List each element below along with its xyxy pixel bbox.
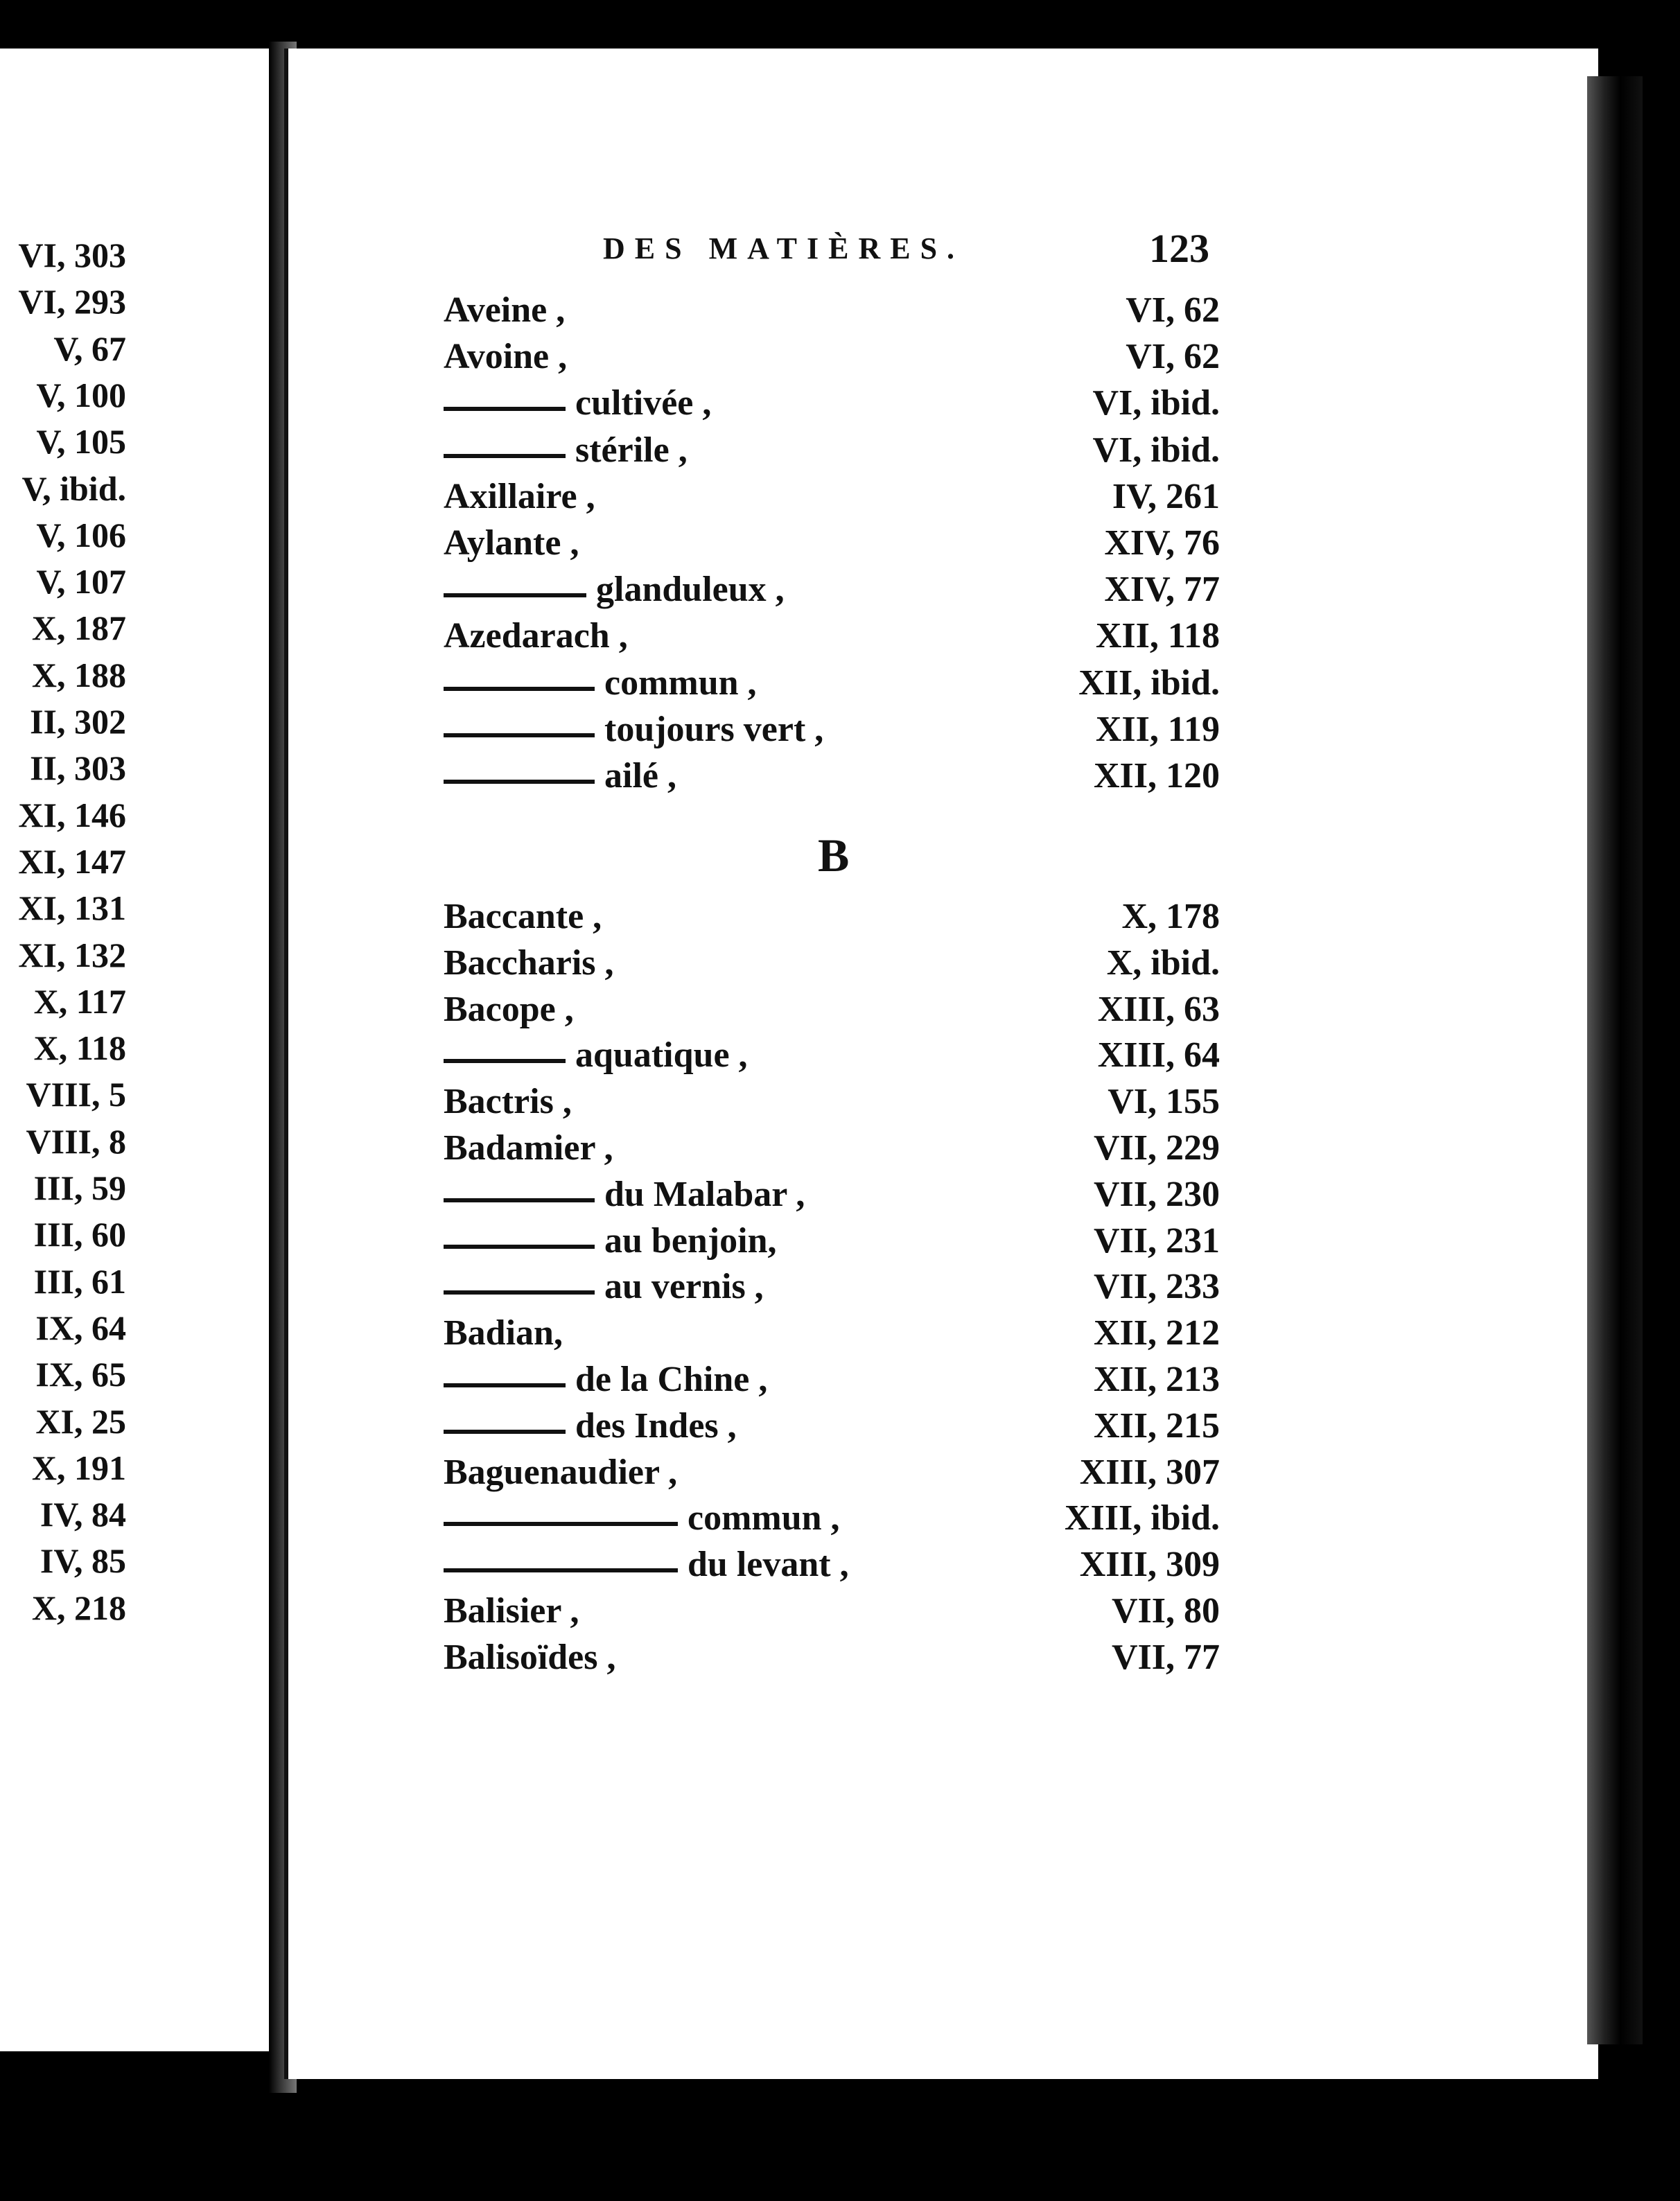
entry-reference: XIII, 309 — [1079, 1545, 1220, 1585]
entry-term: Aveine , — [444, 290, 566, 330]
ditto-dash — [444, 593, 586, 597]
entry-reference: VII, 229 — [1093, 1128, 1220, 1168]
left-ref: IX, 64 — [35, 1308, 126, 1347]
entry-reference: X, 178 — [1121, 897, 1220, 936]
left-ref: IX, 65 — [35, 1355, 126, 1394]
left-ref: VIII, 5 — [26, 1075, 126, 1114]
left-ref: II, 302 — [30, 702, 126, 741]
left-ref: II, 303 — [30, 748, 126, 788]
left-ref: X, 191 — [31, 1448, 126, 1487]
left-ref: V, 105 — [36, 422, 126, 462]
left-ref: XI, 147 — [18, 841, 126, 881]
index-entry — [444, 1125, 1220, 1171]
left-ref: VIII, 8 — [26, 1121, 126, 1161]
entry-reference: IV, 261 — [1112, 476, 1220, 516]
entry-subterm: du levant , — [688, 1545, 849, 1585]
left-ref: XI, 131 — [18, 888, 126, 928]
ditto-dash — [444, 1383, 566, 1387]
entry-term: Baccante , — [444, 897, 602, 936]
left-ref: IV, 84 — [40, 1495, 126, 1534]
ditto-dash — [444, 407, 566, 411]
entry-subterm: stérile , — [575, 430, 688, 470]
left-ref: VI, 293 — [18, 282, 126, 322]
entry-reference: VII, 80 — [1111, 1591, 1220, 1631]
index-entry — [444, 1357, 1220, 1403]
ditto-dash — [444, 1568, 678, 1572]
entry-term: Bactris , — [444, 1082, 572, 1122]
entry-reference: VI, 62 — [1126, 337, 1220, 377]
entry-reference: VI, ibid. — [1092, 383, 1220, 423]
entry-subterm: glanduleux , — [596, 570, 785, 610]
entry-reference: XII, 119 — [1095, 709, 1220, 749]
ditto-dash — [444, 454, 566, 458]
page-edge — [1587, 76, 1643, 2044]
index-entry — [444, 1218, 1220, 1264]
left-ref: III, 60 — [33, 1215, 126, 1254]
entry-term: Balisier , — [444, 1591, 579, 1631]
entry-term: Azedarach , — [444, 616, 628, 656]
entry-reference: XII, ibid. — [1078, 663, 1220, 703]
index-entry — [444, 1264, 1220, 1310]
ditto-dash — [444, 733, 595, 737]
index-entry — [444, 380, 1220, 426]
ditto-dash — [444, 1430, 566, 1434]
index-entry — [444, 1542, 1220, 1588]
entry-reference: XIII, 307 — [1079, 1452, 1220, 1492]
entry-reference: XII, 213 — [1093, 1360, 1220, 1399]
entry-reference: VII, 231 — [1093, 1220, 1220, 1261]
index-entry — [444, 707, 1220, 753]
left-ref: XI, 146 — [18, 795, 126, 834]
left-ref: V, 107 — [36, 562, 126, 602]
index-entry — [444, 334, 1220, 380]
entry-reference: XIII, 63 — [1097, 989, 1220, 1029]
index-entry — [444, 613, 1220, 659]
index-entry — [444, 1403, 1220, 1449]
left-ref: XI, 25 — [35, 1401, 126, 1441]
entry-reference: XII, 120 — [1093, 756, 1220, 796]
entry-reference: X, ibid. — [1106, 942, 1220, 983]
entry-reference: XII, 118 — [1095, 616, 1220, 656]
left-ref: V, ibid. — [21, 468, 126, 508]
index-entry — [444, 1635, 1220, 1681]
ditto-dash — [444, 780, 595, 784]
ditto-dash — [444, 1059, 566, 1063]
left-ref: IV, 85 — [40, 1541, 126, 1581]
left-page-fragment — [0, 49, 272, 2051]
entry-subterm: aquatique , — [575, 1035, 748, 1076]
left-ref: X, 117 — [33, 981, 126, 1021]
index-entry — [444, 474, 1220, 520]
left-ref: V, 67 — [53, 328, 126, 368]
index-entry — [444, 894, 1220, 940]
left-ref: X, 118 — [33, 1028, 126, 1068]
entry-subterm: des Indes , — [575, 1405, 737, 1446]
index-entry — [444, 1310, 1220, 1356]
section-letter-b: B — [818, 829, 850, 882]
entry-subterm: commun , — [604, 663, 757, 703]
index-entry — [444, 660, 1220, 706]
entry-term: Badamier , — [444, 1128, 613, 1168]
entry-reference: VI, ibid. — [1092, 430, 1220, 470]
index-entry — [444, 1172, 1220, 1218]
entry-subterm: cultivée , — [575, 383, 712, 423]
left-ref: X, 218 — [31, 1588, 126, 1627]
index-entry — [444, 1079, 1220, 1125]
left-ref: X, 188 — [31, 655, 126, 694]
entry-term: Avoine , — [444, 337, 568, 377]
entry-reference: VII, 77 — [1111, 1637, 1220, 1677]
left-ref: V, 100 — [36, 375, 126, 414]
left-ref: X, 187 — [31, 608, 126, 648]
entry-subterm: au vernis , — [604, 1267, 764, 1307]
entry-term: Bacope , — [444, 989, 574, 1029]
left-ref: XI, 132 — [18, 935, 126, 974]
entry-reference: VI, 155 — [1108, 1082, 1220, 1122]
index-entry — [444, 520, 1220, 566]
entry-subterm: au benjoin, — [604, 1220, 777, 1261]
left-ref: III, 61 — [33, 1261, 126, 1301]
ditto-dash — [444, 1245, 595, 1249]
entry-term: Balisoïdes , — [444, 1637, 616, 1677]
entry-reference: XII, 215 — [1093, 1405, 1220, 1446]
entry-subterm: du Malabar , — [604, 1174, 805, 1214]
index-entry — [444, 987, 1220, 1033]
entry-term: Axillaire , — [444, 476, 595, 516]
index-entry — [444, 753, 1220, 799]
entry-subterm: ailé , — [604, 756, 676, 796]
index-entry — [444, 428, 1220, 473]
running-head: DES MATIÈRES. — [603, 231, 965, 265]
entry-reference: VII, 233 — [1093, 1267, 1220, 1307]
entry-reference: VII, 230 — [1093, 1174, 1220, 1214]
entry-subterm: commun , — [688, 1498, 840, 1538]
entry-subterm: toujours vert , — [604, 709, 824, 749]
entry-term: Aylante , — [444, 523, 579, 563]
entry-term: Baccharis , — [444, 942, 614, 983]
ditto-dash — [444, 1522, 678, 1526]
page-number: 123 — [1149, 226, 1209, 271]
entry-reference: XIV, 77 — [1104, 570, 1220, 610]
ditto-dash — [444, 1198, 595, 1202]
entry-subterm: de la Chine , — [575, 1360, 768, 1399]
left-ref: V, 106 — [36, 515, 126, 554]
index-entry — [444, 1496, 1220, 1541]
entry-reference: XIII, 64 — [1097, 1035, 1220, 1076]
entry-reference: XIV, 76 — [1104, 523, 1220, 563]
ditto-dash — [444, 687, 595, 691]
entry-reference: VI, 62 — [1126, 290, 1220, 330]
index-entry — [444, 288, 1220, 333]
entry-reference: XII, 212 — [1093, 1313, 1220, 1353]
index-entry — [444, 567, 1220, 613]
index-entry — [444, 1588, 1220, 1634]
entry-reference: XIII, ibid. — [1065, 1498, 1220, 1538]
ditto-dash — [444, 1290, 595, 1295]
index-entry — [444, 1450, 1220, 1496]
left-ref: III, 59 — [33, 1168, 126, 1207]
index-entry — [444, 940, 1220, 986]
left-ref: VI, 303 — [18, 236, 126, 274]
index-entry — [444, 1033, 1220, 1078]
entry-term: Badian, — [444, 1313, 563, 1353]
entry-term: Baguenaudier , — [444, 1452, 678, 1492]
